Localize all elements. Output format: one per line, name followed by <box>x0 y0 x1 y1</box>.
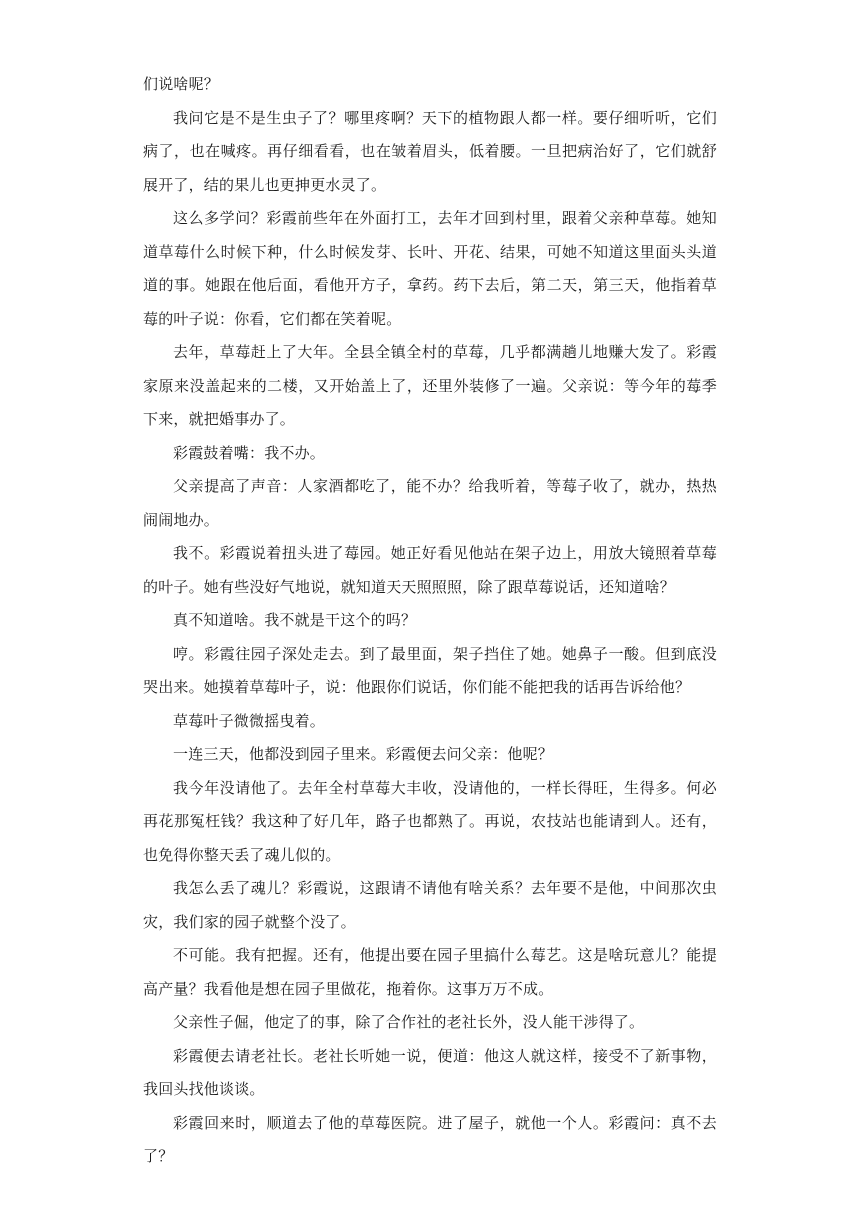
paragraph-continuation: 们说啥呢？ <box>143 75 220 93</box>
paragraph: 彩霞便去请老社长。老社长听她一说，便道：他这人就这样，接受不了新事物，我回头找他谈谈。 <box>143 1046 717 1098</box>
paragraph: 草莓叶子微微摇曳着。 <box>173 711 326 730</box>
paragraph: 彩霞鼓着嘴：我不办。 <box>173 443 326 462</box>
paragraph: 我不。彩霞说着扭头进了莓园。她正好看见他站在架子边上，用放大镜照着草莓的叶子。她有些没好气地说，就知道天天照照照，除了跟草莓说话，还知道啥？ <box>143 544 717 596</box>
paragraph: 去年，草莓赶上了大年。全县全镇全村的草莓，几乎都满趟儿地赚大发了。彩霞家原来没盖起来的二楼，又开始盖上了，还里外装修了一遍。父亲说：等今年的莓季下来，就把婚事办了。 <box>143 343 717 428</box>
paragraph: 哼。彩霞往园子深处走去。到了最里面，架子挡住了她。她鼻子一酸。但到底没哭出来。她摸着草莓叶子，说：他跟你们说话，你们能不能把我的话再告诉给他？ <box>143 644 717 696</box>
paragraph: 父亲性子倔，他定了的事，除了合作社的老社长外，没人能干涉得了。 <box>173 1013 645 1031</box>
paragraph: 我问它是不是生虫子了？哪里疼啊？天下的植物跟人都一样。要仔细听听，它们病了，也在喊疼。再仔细看看，也在皱着眉头，低着腰。一旦把病治好了，它们就舒展开了，结的果儿也更抻更水灵了。 <box>143 108 717 194</box>
paragraph: 一连三天，他都没到园子里来。彩霞便去问父亲：他呢？ <box>173 745 554 763</box>
document-body <box>143 68 717 1174</box>
paragraph: 父亲提高了声音：人家酒都吃了，能不办？给我听着，等莓子收了，就办，热热闹闹地办。 <box>143 477 717 529</box>
paragraph: 我怎么丢了魂儿？彩霞说，这跟请不请他有啥关系？去年要不是他，中间那次虫灾，我们家的园子就整个没了。 <box>143 879 717 931</box>
paragraph: 不可能。我有把握。还有，他提出要在园子里搞什么莓艺。这是啥玩意儿？能提高产量？我看他是想在园子里做花，拖着你。这事万万不成。 <box>143 946 717 998</box>
paragraph: 我今年没请他了。去年全村草莓大丰收，没请他的，一样长得旺，生得多。何必再花那冤枉钱？我这种了好几年，路子也都熟了。再说，农技站也能请到人。还有，也免得你整天丢了魂儿似的。 <box>143 778 717 864</box>
paragraph: 彩霞回来时，顺道去了他的草莓医院。进了屋子，就他一个人。彩霞问：真不去了？ <box>143 1113 717 1165</box>
paragraph: 真不知道啥。我不就是干这个的吗？ <box>173 611 417 629</box>
paragraph: 这么多学问？彩霞前些年在外面打工，去年才回到村里，跟着父亲种草莓。她知道草莓什么时候下种，什么时候发芽、长叶、开花、结果，可她不知道这里面头头道道的事。她跟在他后面，看他开方子，拿药。药下去后，第二天，第三天，他指着草莓的叶子说：你看，它们都在笑着呢。 <box>143 209 717 328</box>
